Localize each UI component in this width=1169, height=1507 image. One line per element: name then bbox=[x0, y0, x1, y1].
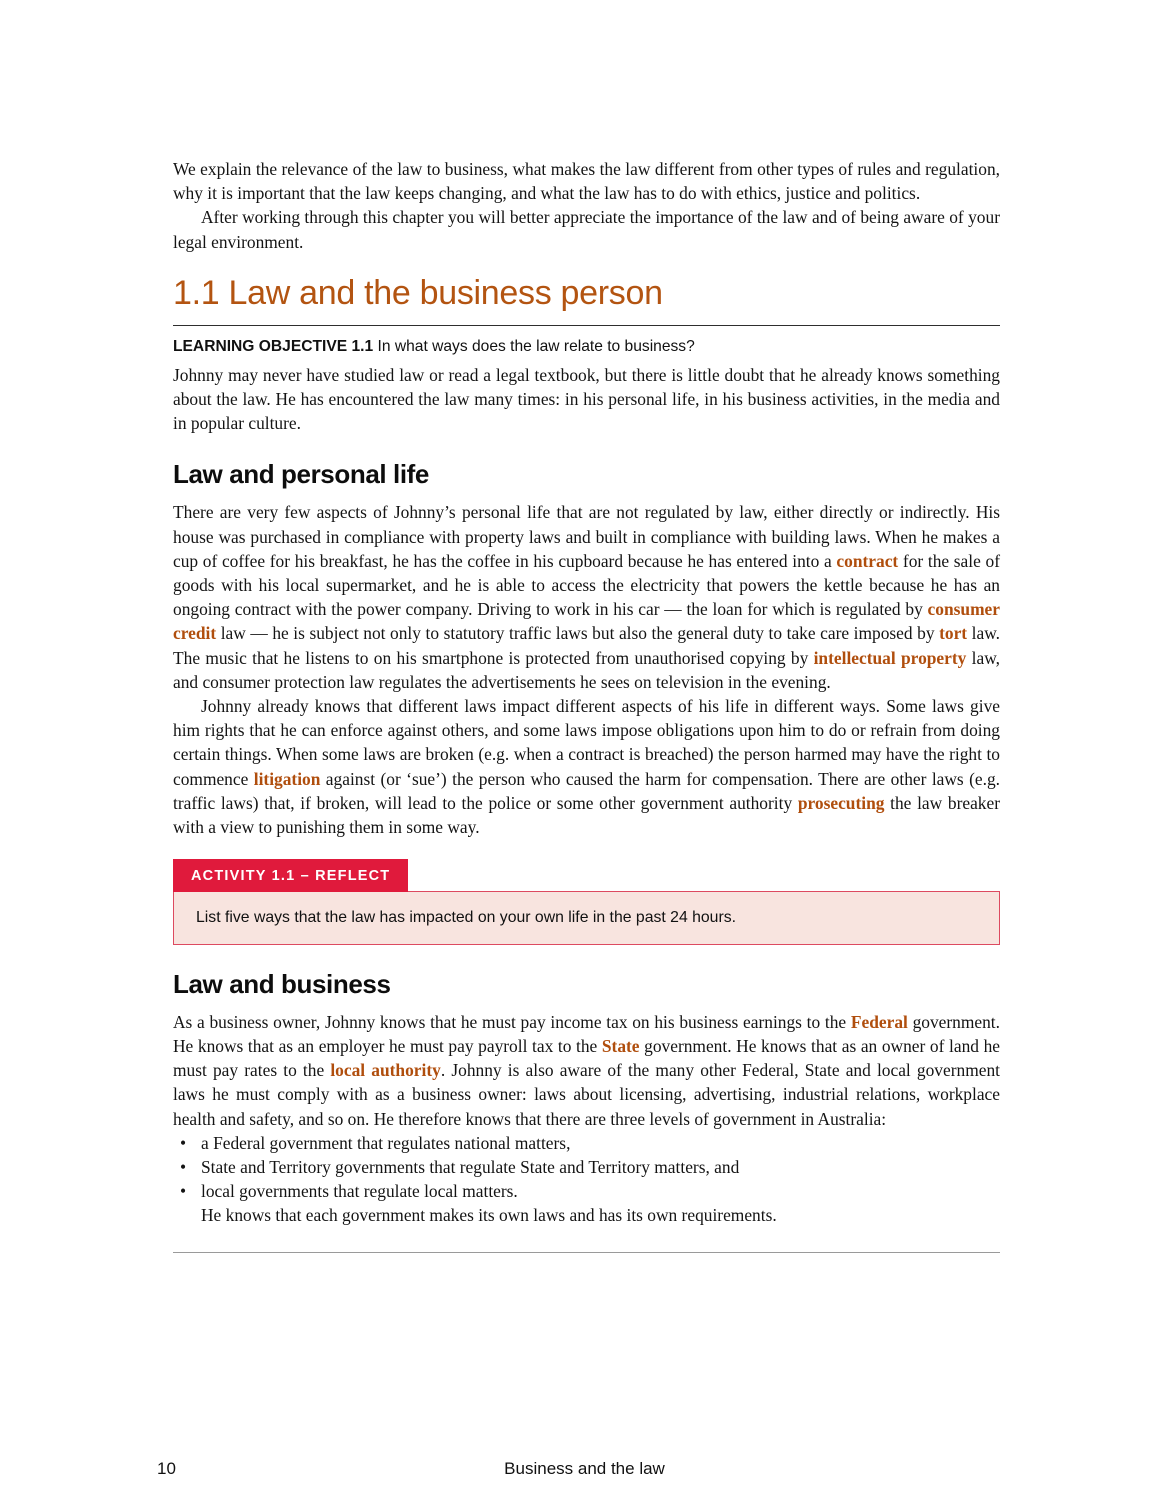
learning-objective-label: LEARNING OBJECTIVE 1.1 bbox=[173, 337, 374, 355]
page-content bbox=[173, 157, 1000, 1261]
subheading-personal-life: Law and personal life bbox=[173, 459, 429, 490]
section-heading: 1.1 Law and the business person bbox=[173, 274, 1000, 326]
government-levels-list bbox=[173, 1131, 1000, 1204]
bullet-icon: • bbox=[180, 1132, 187, 1153]
key-term: local authority bbox=[330, 1060, 441, 1081]
learning-objective-question: In what ways does the law relate to business? bbox=[377, 337, 695, 355]
list-item bbox=[173, 1179, 1000, 1203]
key-term: State bbox=[601, 1035, 640, 1056]
key-term: contract bbox=[836, 550, 899, 571]
bullet-icon: • bbox=[180, 1156, 187, 1177]
key-term: tort bbox=[939, 623, 968, 644]
activity-box bbox=[173, 859, 1000, 945]
list-item-text: a Federal government that regulates national matters, bbox=[201, 1132, 571, 1153]
activity-banner: ACTIVITY 1.1 – REFLECT bbox=[173, 859, 408, 892]
personal-life-paragraph-2: Johnny already knows that different laws impact different aspects of his life in different ways. Some laws give him rights that he can enforce against others, and some laws impose obligations upon him to do or refrain from doing certain things. When some laws are broken (e.g. when a contract is breached) the person harmed may have the right to commence litigation against (or ‘sue’) the person who caused the harm for compensation. There are other laws (e.g. traffic laws) that, if broken, will lead to the police or some other government authority prosecuting the law breaker with a view to punishing them in some way. bbox=[173, 696, 1001, 838]
business-closing-line: He knows that each government makes its own laws and has its own requirements. bbox=[201, 1205, 777, 1226]
personal-life-paragraph-1: There are very few aspects of Johnny’s personal life that are not regulated by law, either directly or indirectly. His house was purchased in compliance with property laws and built in compliance with building laws. When he makes a cup of coffee for his breakfast, he has the coffee in his cupboard because he has entered into a contract for the sale of goods with his local supermarket, and he is able to access the electricity that powers the kettle because he has an ongoing contract with the power company. Driving to work in his car — the loan for which is regulated by consumer credit law — he is subject not only to statutory traffic laws but also the general duty to take care imposed by tort law. The music that he listens to on his smartphone is protected from unauthorised copying by intellectual property law, and consumer protection law regulates the advertisements he sees on television in the evening. bbox=[173, 502, 1000, 692]
key-term: prosecuting bbox=[797, 792, 885, 813]
key-term: consumer credit bbox=[173, 599, 1000, 644]
intro-paragraph-2: After working through this chapter you will better appreciate the importance of the law and of being aware of your legal environment. bbox=[173, 207, 1000, 252]
learning-objective bbox=[173, 338, 1000, 356]
page-footer bbox=[0, 1459, 1169, 1479]
activity-body bbox=[173, 891, 1000, 945]
page-number: 10 bbox=[157, 1459, 176, 1478]
list-item-text: local governments that regulate local matters. bbox=[201, 1181, 518, 1202]
footer-book-title: Business and the law bbox=[504, 1459, 665, 1478]
activity-text: List five ways that the law has impacted on your own life in the past 24 hours. bbox=[196, 908, 737, 926]
key-term: intellectual property bbox=[813, 647, 967, 668]
bottom-divider bbox=[173, 1252, 1000, 1253]
business-paragraph-1: As a business owner, Johnny knows that he must pay income tax on his business earnings to the Federal government. He knows that as an employer he must pay payroll tax to the State government. He knows that as an owner of land he must pay rates to the local authority. Johnny is also aware of the many other Federal, State and local government laws he must comply with as a business owner: laws about licensing, advertising, industrial relations, workplace health and safety, and so on. He therefore knows that there are three levels of government in Australia: bbox=[173, 1011, 1000, 1129]
list-item-text: State and Territory governments that regulate State and Territory matters, and bbox=[201, 1156, 740, 1177]
key-term: litigation bbox=[253, 768, 321, 789]
list-item bbox=[173, 1155, 1000, 1179]
subheading-law-and-business: Law and business bbox=[173, 968, 391, 999]
bullet-icon: • bbox=[180, 1181, 187, 1202]
key-term: Federal bbox=[850, 1011, 908, 1032]
section-intro-paragraph: Johnny may never have studied law or read a legal textbook, but there is little doubt that he already knows something about the law. He has encountered the law many times: in his personal life, in his business activities, in the media and in popular culture. bbox=[173, 364, 1000, 434]
intro-paragraph-1: We explain the relevance of the law to business, what makes the law different from other types of rules and regulation, why it is important that the law keeps changing, and what the law has to do with ethics, justice and politics. bbox=[173, 159, 1000, 204]
list-item bbox=[173, 1131, 1000, 1155]
